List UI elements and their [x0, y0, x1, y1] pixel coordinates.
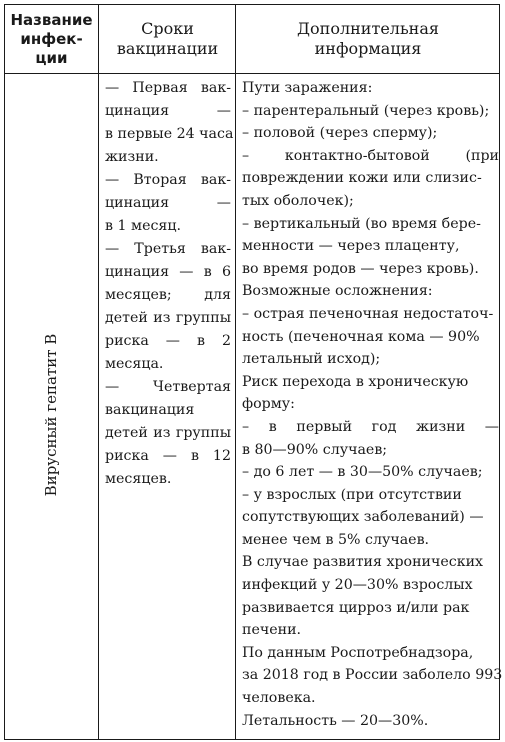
info-line: – в первый год жизни —	[242, 418, 499, 435]
info-line: сопутствующих заболеваний) —	[242, 509, 484, 526]
vaccination-line: риска — в 2	[105, 333, 231, 349]
vaccination-line: жизни.	[105, 149, 159, 165]
vaccination-line: вакцинация	[105, 402, 195, 418]
header-vaccination-line: Сроки	[141, 19, 194, 38]
header-info-line: Дополнительная	[297, 19, 439, 38]
info-line: в 80—90% случаев;	[242, 441, 388, 458]
vaccination-line: риска — в 12	[105, 448, 231, 464]
info-line: – до 6 лет — в 30—50% случаев;	[242, 464, 483, 481]
header-infection-name-line: Название	[10, 10, 93, 29]
vaccination-line: — Третья вак-	[105, 241, 231, 257]
vaccination-line: детей из группы	[105, 425, 231, 441]
info-line: во время родов — через кровь).	[242, 260, 479, 277]
info-line: – вертикальный (во время бере-	[242, 215, 481, 232]
column-divider-2	[235, 5, 236, 739]
header-vaccination-schedule	[100, 5, 235, 73]
info-line: – парентеральный (через кровь);	[242, 102, 490, 119]
info-line: – половой (через сперму);	[242, 125, 438, 142]
header-infection-name	[5, 5, 98, 73]
vaccination-line: — Вторая вак-	[105, 172, 231, 188]
info-line: – острая печеночная недостаточ-	[242, 305, 494, 322]
info-line: – у взрослых (при отсутствии	[242, 486, 462, 503]
info-line: менности — через плаценту,	[242, 238, 460, 255]
vaccination-line: в 1 месяц.	[105, 218, 181, 234]
info-line: Риск перехода в хроническую	[242, 373, 469, 390]
info-line: тых оболочек);	[242, 192, 354, 209]
info-line: Летальность — 20—30%.	[242, 712, 429, 729]
vaccination-line: цинация —	[105, 195, 231, 211]
info-line: летальный исход);	[242, 351, 381, 368]
info-line: форму:	[242, 396, 295, 413]
info-line: ность (печеночная кома — 90%	[242, 328, 480, 345]
infection-name: Вирусный гепатит В	[42, 333, 60, 497]
info-line: – контактно-бытовой (при	[242, 147, 499, 164]
additional-info-cell	[242, 77, 503, 732]
info-line: печени.	[242, 622, 302, 639]
vaccination-line: — Первая вак-	[105, 80, 231, 96]
header-info-line: информация	[314, 39, 422, 58]
header-vaccination-line: вакцинации	[116, 39, 219, 58]
info-line: человека.	[242, 690, 316, 707]
vaccination-line: цинация — в 6	[105, 264, 231, 280]
header-infection-name-line: инфек-	[20, 29, 83, 48]
vaccination-line: месяцев; для	[105, 287, 231, 303]
header-divider	[5, 73, 499, 74]
vaccination-line: в первые 24 часа	[105, 126, 234, 142]
info-line: развивается цирроз и/или рак	[242, 599, 470, 616]
vaccination-line: месяца.	[105, 356, 164, 372]
info-line: По данным Роспотребнадзора,	[242, 644, 474, 661]
infection-name-cell	[5, 75, 98, 741]
info-line: за 2018 год в России заболело 993	[242, 667, 503, 684]
vaccination-schedule-cell	[105, 77, 234, 491]
vaccination-line: детей из группы	[105, 310, 231, 326]
column-divider-1	[98, 5, 99, 739]
vaccination-line: цинация —	[105, 103, 231, 119]
infection-table	[4, 4, 503, 740]
header-additional-info	[237, 5, 499, 73]
info-line: менее чем в 5% случаев.	[242, 531, 430, 548]
info-line: Пути заражения:	[242, 80, 373, 96]
header-infection-name-line: ции	[35, 48, 68, 67]
info-line: Возможные осложнения:	[242, 283, 433, 300]
vaccination-line: — Четвертая	[105, 379, 231, 395]
info-line: В случае развития хронических	[242, 554, 484, 571]
info-line: повреждении кожи или слизис-	[242, 170, 482, 187]
info-line: инфекций у 20—30% взрослых	[242, 577, 473, 594]
vaccination-line: месяцев.	[105, 471, 172, 487]
